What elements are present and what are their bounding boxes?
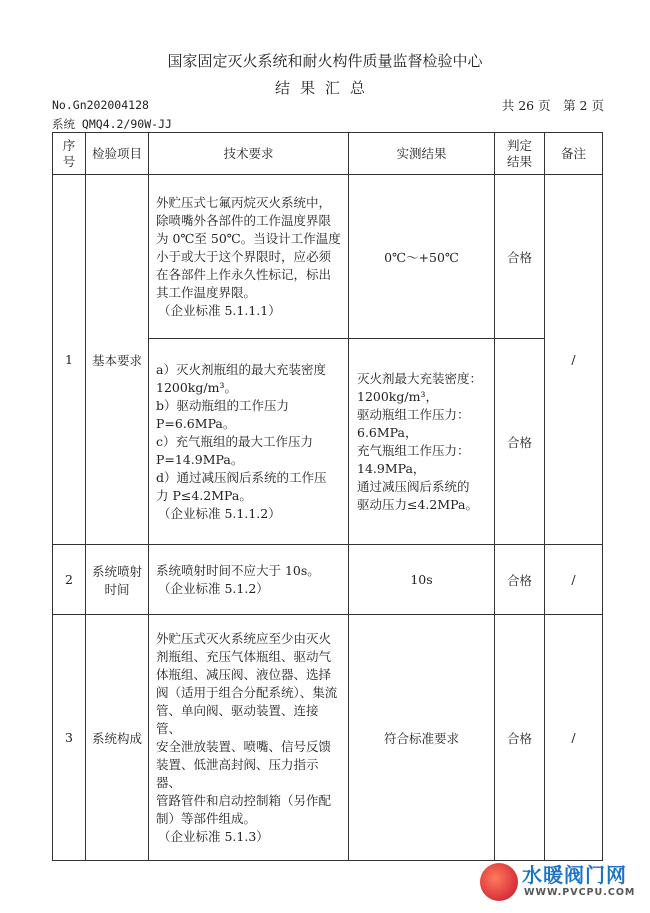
col-result: 实测结果 bbox=[349, 133, 495, 175]
result-cell: 灭火剂最大充装密度： 1200kg/m³， 驱动瓶组工作压力： 6.6MPa， 充气瓶组工作压力： 14.9MPa， 通过减压阀后系统的 驱动压力≤4.2MPa。 bbox=[349, 339, 495, 545]
standard-ref: （企业标准 5.1.1.1） bbox=[158, 302, 281, 318]
table-row bbox=[53, 615, 603, 861]
requirement-cell: 外贮压式七氟丙烷灭火系统中， 除喷嘴外各部件的工作温度界限 为 0℃至 50℃。当设计工作温度 小于或大于这个界限时，应必须 在各部件上作永久性标记，标出 其工作温度界限。 （企业标准 5.1.1.1） bbox=[149, 175, 349, 339]
table-row bbox=[53, 545, 603, 615]
col-item: 检验项目 bbox=[86, 133, 149, 175]
page-info: 共 26 页 第 2 页 bbox=[501, 98, 604, 113]
remark-cell: / bbox=[545, 175, 603, 545]
system-model: 系统 QMQ4.2/90W-JJ bbox=[52, 117, 172, 131]
remark-cell: / bbox=[545, 545, 603, 615]
standard-ref: （企业标准 5.1.2） bbox=[158, 580, 269, 596]
remark-cell: / bbox=[545, 615, 603, 861]
result-cell: 10s bbox=[349, 545, 495, 615]
requirement-cell: a）灭火剂瓶组的最大充装密度 1200kg/m³。 b）驱动瓶组的工作压力 P=6.6MPa。 c）充气瓶组的最大工作压力 P=14.9MPa。 d）通过减压阀后系统的工作压 力 P≤4.2MPa。 （企业标准 5.1.1.2） bbox=[149, 339, 349, 545]
report-subtitle: 结果汇总 bbox=[274, 79, 375, 97]
table-row bbox=[53, 175, 603, 339]
requirement-cell: 外贮压式灭火系统应至少由灭火 剂瓶组、充压气体瓶组、驱动气 体瓶组、减压阀、液位器、选择 阀（适用于组合分配系统）、集流 管、单向阀、驱动装置、连接管、 安全泄放装置、喷嘴、信号反馈 装置、低泄高封阀、压力指示器、 管路管件和启动控制箱（另作配 制）等部件组成。 （企业标准 5.1.3） bbox=[149, 615, 349, 861]
col-verdict: 判定 结果 bbox=[495, 133, 545, 175]
results-table bbox=[52, 132, 603, 861]
result-cell: 符合标准要求 bbox=[349, 615, 495, 861]
watermark-brand: 水暖阀门网 bbox=[522, 863, 627, 887]
verdict-cell: 合格 bbox=[495, 615, 545, 861]
watermark bbox=[480, 857, 642, 905]
result-cell: 0℃～+50℃ bbox=[349, 175, 495, 339]
row-number: 2 bbox=[53, 545, 86, 615]
col-requirement: 技术要求 bbox=[149, 133, 349, 175]
col-remark: 备注 bbox=[545, 133, 603, 175]
watermark-url: WWW.PVCPU.COM bbox=[524, 887, 636, 898]
standard-ref: （企业标准 5.1.3） bbox=[158, 828, 269, 844]
col-seq: 序 号 bbox=[53, 133, 86, 175]
verdict-cell: 合格 bbox=[495, 545, 545, 615]
report-title: 国家固定灭火系统和耐火构件质量监督检验中心 bbox=[167, 52, 483, 70]
verdict-cell: 合格 bbox=[495, 339, 545, 545]
brand-logo-icon bbox=[480, 863, 518, 901]
header-row bbox=[53, 133, 603, 175]
report-number: No.Gn202004128 bbox=[52, 98, 149, 112]
standard-ref: （企业标准 5.1.1.2） bbox=[158, 505, 281, 521]
inspection-item: 基本要求 bbox=[86, 175, 149, 545]
inspection-item: 系统喷射 时间 bbox=[86, 545, 149, 615]
row-number: 1 bbox=[53, 175, 86, 545]
row-number: 3 bbox=[53, 615, 86, 861]
requirement-cell: 系统喷射时间不应大于 10s。 （企业标准 5.1.2） bbox=[149, 545, 349, 615]
verdict-cell: 合格 bbox=[495, 175, 545, 339]
inspection-item: 系统构成 bbox=[86, 615, 149, 861]
